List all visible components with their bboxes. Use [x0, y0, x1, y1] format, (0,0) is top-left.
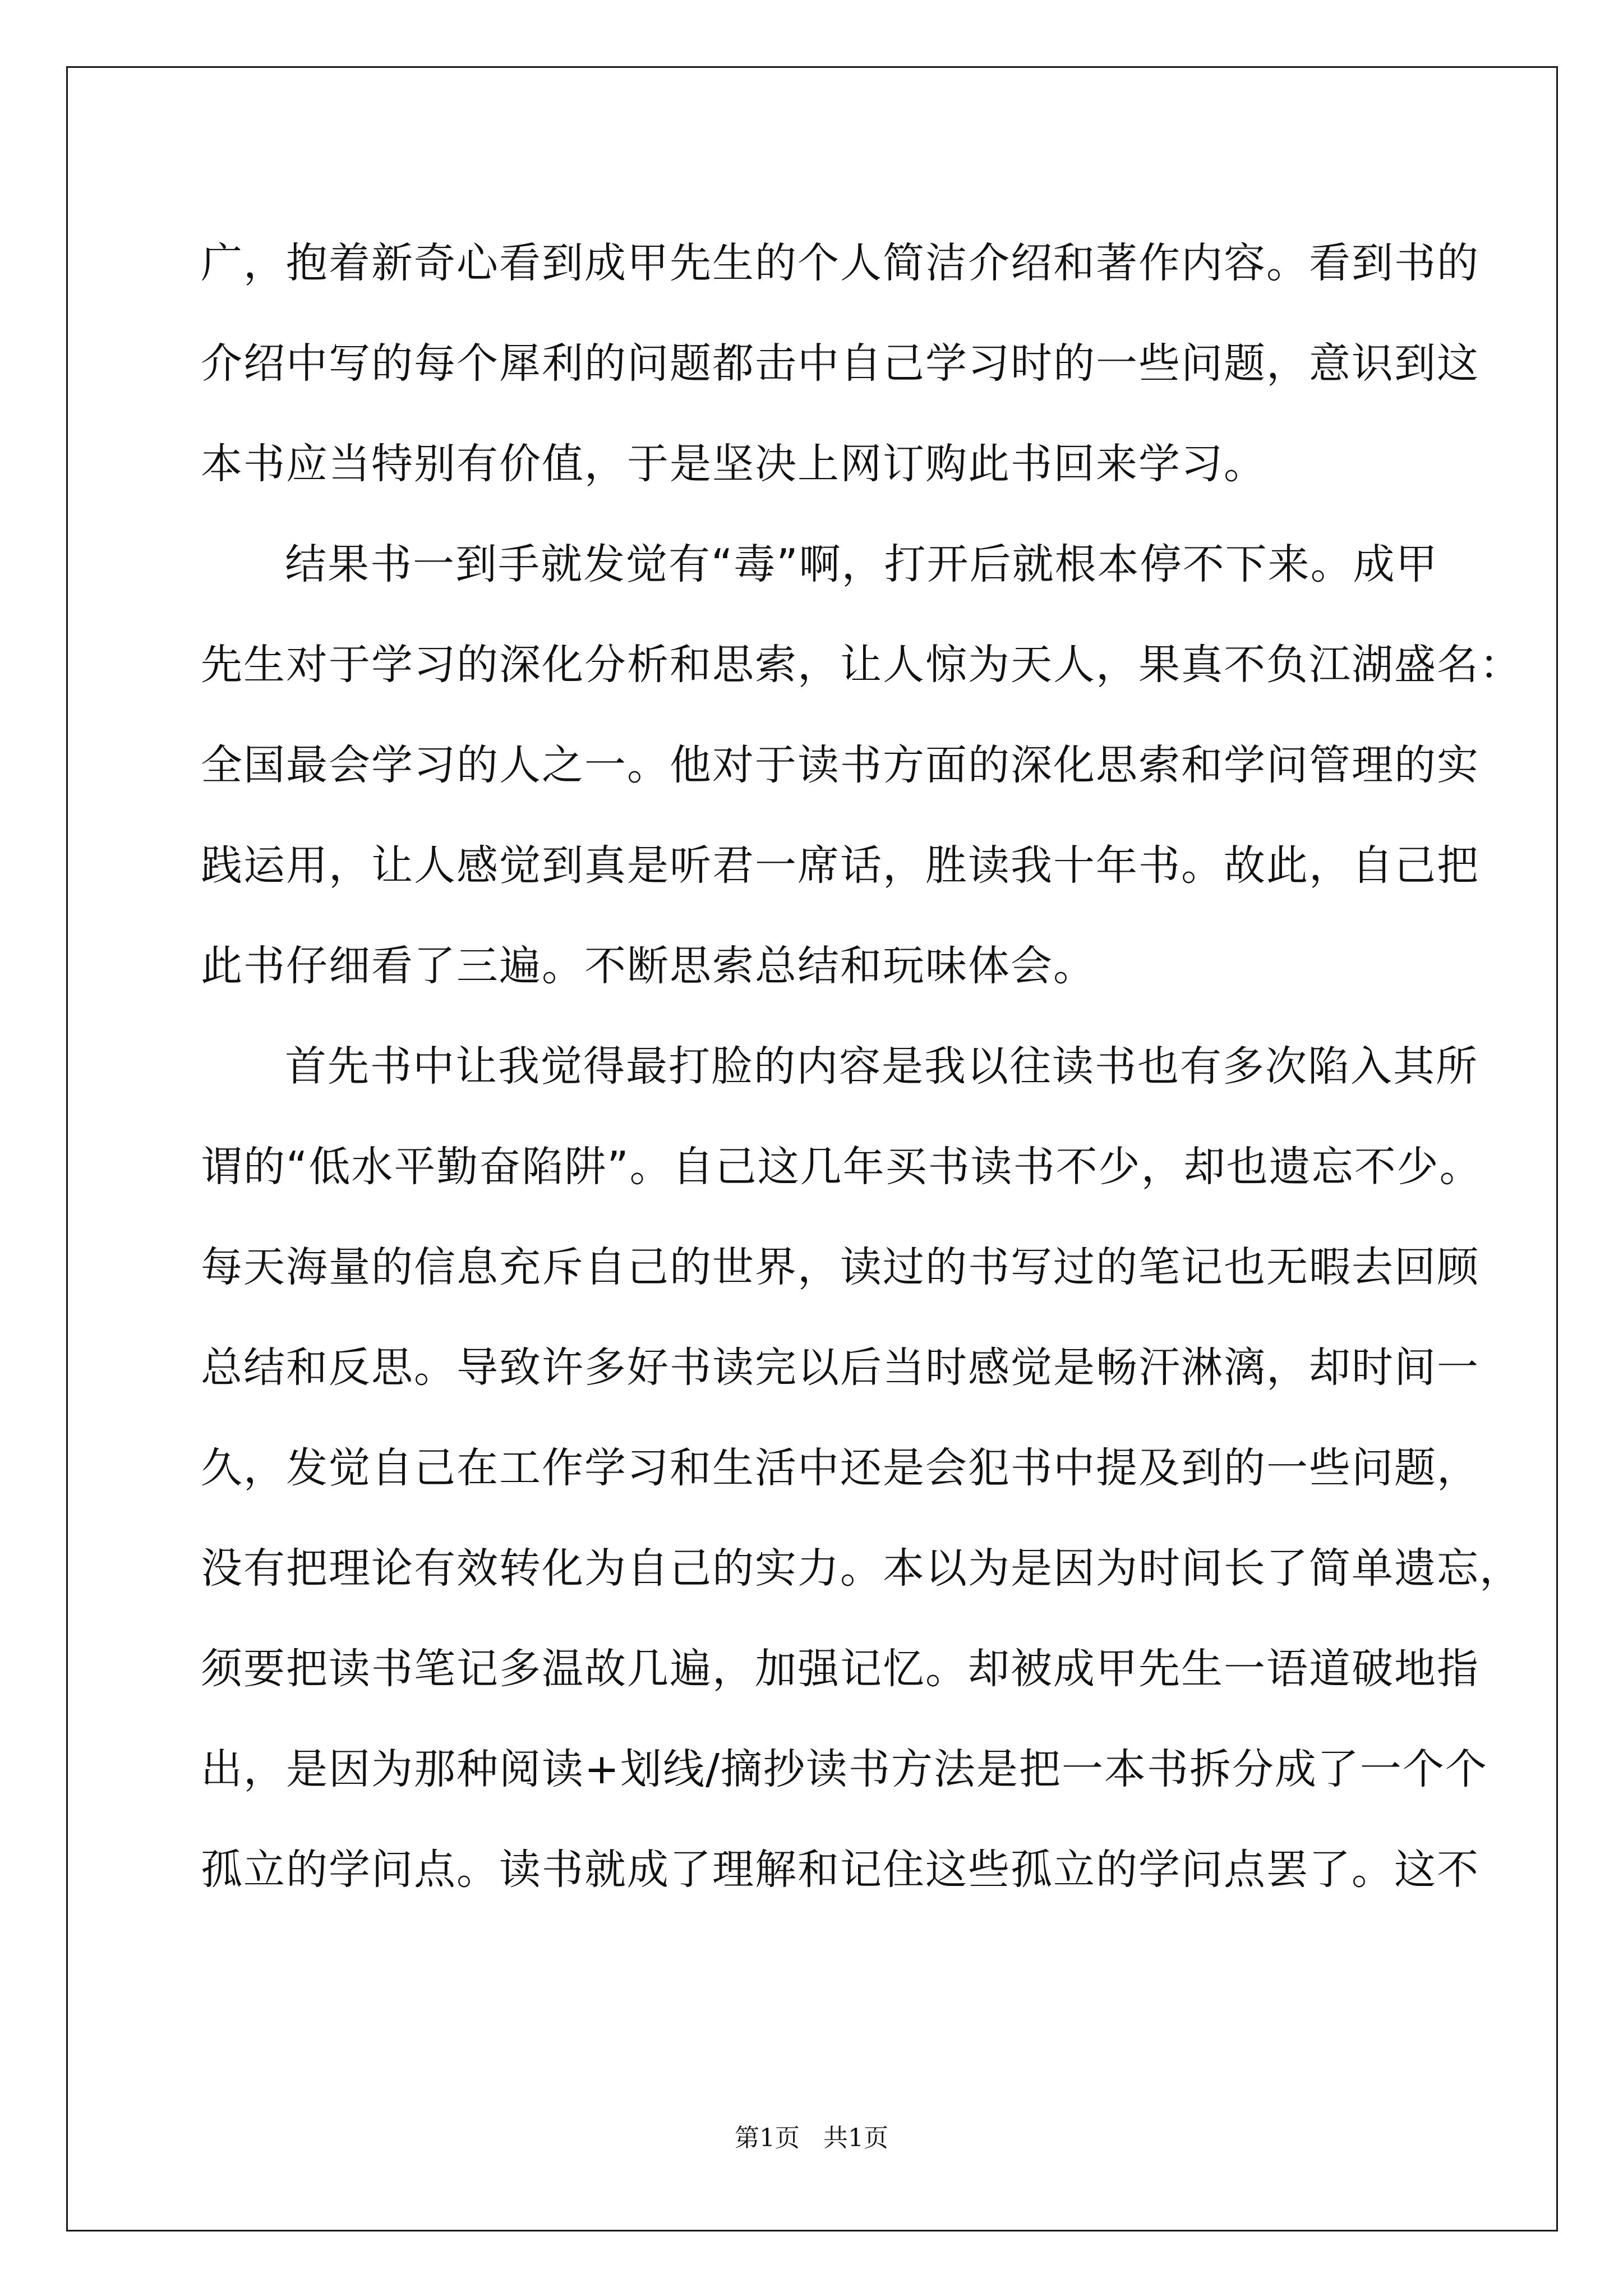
text-line: 总结和反思。导致许多好书读完以后当时感觉是畅汗淋漓，却时间一 [201, 1343, 1479, 1392]
text-line: 广，抱着新奇心看到成甲先生的个人简洁介绍和著作内容。看到书的 [201, 239, 1479, 287]
text-line: 须要把读书笔记多温故几遍，加强记忆。却被成甲先生一语道破地指 [201, 1645, 1479, 1693]
text-line: 孤立的学问点。读书就成了理解和记住这些孤立的学问点罢了。这不 [201, 1846, 1479, 1894]
text-line: 介绍中写的每个犀利的问题都击中自己学习时的一些问题，意识到这 [201, 339, 1479, 388]
text-line: 结果书一到手就发觉有“毒”啊，打开后就根本停不下来。成甲 [285, 540, 1438, 588]
body-text [201, 213, 1522, 1920]
text-line: 谓的“低水平勤奋陷阱”。自己这几年买书读书不少，却也遗忘不少。 [201, 1143, 1482, 1191]
text-line: 全国最会学习的人之一。他对于读书方面的深化思索和学问管理的实 [201, 741, 1479, 789]
text-line: 践运用，让人感觉到真是听君一席话，胜读我十年书。故此，自己把 [201, 841, 1479, 890]
text-line: 没有把理论有效转化为自己的实力。本以为是因为时间长了简单遗忘， [201, 1544, 1522, 1593]
text-line: 此书仔细看了三遍。不断思索总结和玩味体会。 [201, 942, 1096, 990]
text-line: 出，是因为那种阅读+划线/摘抄读书方法是把一本书拆分成了一个个 [201, 1745, 1488, 1793]
text-line: 首先书中让我觉得最打脸的内容是我以往读书也有多次陷入其所 [285, 1042, 1478, 1091]
page-number-footer: 第1页 共1页 [735, 2124, 888, 2152]
text-line: 本书应当特别有价值，于是坚决上网订购此书回来学习。 [201, 440, 1266, 488]
text-line: 每天海量的信息充斥自己的世界，读过的书写过的笔记也无暇去回顾 [201, 1243, 1479, 1291]
text-line: 久，发觉自己在工作学习和生活中还是会犯书中提及到的一些问题， [201, 1444, 1479, 1492]
text-line: 先生对于学习的深化分析和思索，让人惊为天人，果真不负江湖盛名： [201, 641, 1522, 689]
